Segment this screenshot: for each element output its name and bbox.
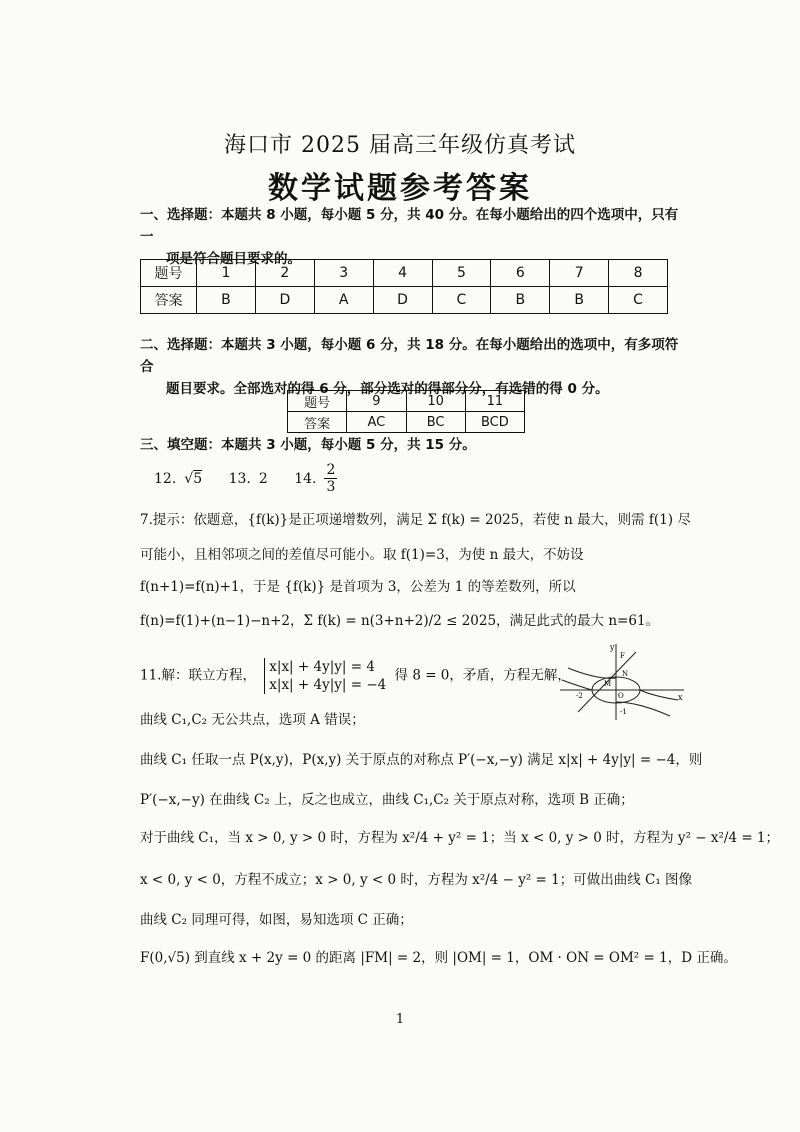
hint7-line2: 可能小，且相邻项之间的差值尽可能小。取 f(1)=3，为使 n 最大，不妨设	[140, 547, 584, 563]
page-subtitle: 数学试题参考答案	[268, 171, 532, 206]
table-cell: 7	[550, 260, 609, 287]
sol11-line2: 曲线 C₁,C₂ 无公共点，选项 A 错误；	[140, 712, 365, 728]
table-row	[141, 260, 668, 287]
table-cell: 4	[373, 260, 432, 287]
equation-system	[264, 658, 386, 694]
hyperbola-upper-left	[568, 668, 616, 678]
table-cell: 10	[406, 391, 465, 412]
sol11-line4: P′(−x,−y) 在曲线 C₂ 上，反之也成立，曲线 C₁,C₂ 关于原点对称，选项 B 正确；	[140, 792, 634, 808]
table-cell: 3	[314, 260, 373, 287]
table-cell-label: 答案	[288, 412, 347, 433]
sol11-line5: 对于曲线 C₁，当 x > 0, y > 0 时，方程为 x²/4 + y² = 1；当 x < 0, y > 0 时，方程为 y² − x²/4 = 1；	[140, 830, 780, 846]
curve-left	[562, 680, 592, 690]
sol11-intro: 11.解：联立方程，	[140, 667, 256, 684]
label-o: O	[618, 692, 624, 700]
curve-right	[640, 690, 678, 700]
table-cell: 6	[491, 260, 550, 287]
table-cell: BC	[406, 412, 465, 433]
table-cell: B	[197, 287, 256, 314]
hint7-line3: f(n+1)=f(n)+1，于是 {f(k)} 是首项为 3，公差为 1 的等差数列，所以	[140, 579, 576, 595]
table-cell: AC	[347, 412, 406, 433]
label-neg1: -1	[620, 708, 627, 716]
table-cell: B	[491, 287, 550, 314]
table-cell: BCD	[465, 412, 524, 433]
table-cell: 5	[432, 260, 491, 287]
section1-heading-line1: 一、选择题：本题共 8 小题，每小题 5 分，共 40 分。在每小题给出的四个选项中，只有一	[140, 207, 679, 245]
table-cell-label: 答案	[141, 287, 197, 314]
answer-14-label: 14.	[294, 470, 317, 487]
answer-12: 12. √5	[154, 470, 203, 487]
hint7-line4: f(n)=f(1)+(n−1)−n+2，Σ f(k) = n(3+n+2)/2 ≤ 2025，满足此式的最大 n=61。	[140, 613, 660, 629]
section1-answer-table	[140, 259, 668, 314]
answer-14	[294, 462, 381, 495]
section2-heading-line1: 二、选择题：本题共 3 小题，每小题 6 分，共 18 分。在每小题给出的选项中，有多项符合	[140, 337, 679, 375]
section2-heading-line2: 题目要求。全部选对的得 6 分，部分选对的得部分分，有选错的得 0 分。	[166, 381, 609, 397]
sol11-line6: x < 0, y < 0，方程不成立；x > 0, y < 0 时，方程为 x²/4 − y² = 1；可做出曲线 C₁ 图像	[140, 872, 693, 888]
equation-1: x|x| + 4y|y| = 4	[269, 659, 375, 675]
hint7-line1: 7.提示：依题意，{f(k)}是正项递增数列，满足 Σ f(k) = 2025，若使 n 最大，则需 f(1) 尽	[140, 512, 691, 528]
table-cell: D	[373, 287, 432, 314]
section3-heading: 三、填空题：本题共 3 小题，每小题 5 分，共 15 分。	[140, 437, 476, 453]
table-row	[141, 287, 668, 314]
table-cell: C	[609, 287, 668, 314]
label-neg2: -2	[576, 692, 583, 700]
table-cell-label: 题号	[288, 391, 347, 412]
label-n: N	[622, 670, 629, 678]
curve-graph	[558, 640, 688, 722]
answer-12-label: 12.	[154, 470, 177, 487]
fill-in-answers	[154, 462, 403, 495]
sol11-result: 得 8 = 0，矛盾，方程无解，	[394, 667, 571, 684]
table-cell: 11	[465, 391, 524, 412]
table-cell: 1	[197, 260, 256, 287]
label-x: x	[678, 693, 683, 702]
section2-answer-table	[287, 390, 525, 433]
table-cell: C	[432, 287, 491, 314]
answer-12-value: 5	[193, 470, 203, 487]
page-number: 1	[395, 1012, 405, 1027]
table-row	[288, 412, 525, 433]
table-cell: 8	[609, 260, 668, 287]
answer-14-numerator: 2	[326, 462, 336, 478]
section1-heading-line2: 项是符合题目要求的。	[166, 251, 301, 267]
label-y: y	[610, 643, 615, 652]
table-cell: 9	[347, 391, 406, 412]
answer-14-denominator: 3	[326, 479, 336, 495]
label-f: F	[620, 652, 625, 660]
sol11-line7: 曲线 C₂ 同理可得，如图，易知选项 C 正确；	[140, 912, 413, 928]
label-m: M	[604, 680, 612, 688]
answer-13-value: 2	[258, 470, 268, 487]
sol11-line8: F(0,√5) 到直线 x + 2y = 0 的距离 |FM| = 2，则 |OM| = 1，OM · ON = OM² = 1，D 正确。	[140, 950, 737, 966]
table-cell: B	[550, 287, 609, 314]
answer-14-fraction	[324, 462, 359, 495]
page-title: 海口市 2025 届高三年级仿真考试	[224, 133, 576, 158]
table-cell: A	[314, 287, 373, 314]
sol11-line3: 曲线 C₁ 任取一点 P(x,y)，P(x,y) 关于原点的对称点 P′(−x,−y) 满足 x|x| + 4y|y| = −4，则	[140, 752, 703, 768]
answer-13	[229, 471, 273, 487]
table-row	[288, 391, 525, 412]
table-cell: D	[255, 287, 314, 314]
answer-13-label: 13.	[228, 470, 251, 487]
equation-2: x|x| + 4y|y| = −4	[269, 677, 387, 693]
table-cell-label: 题号	[141, 260, 197, 287]
table-cell: 2	[255, 260, 314, 287]
